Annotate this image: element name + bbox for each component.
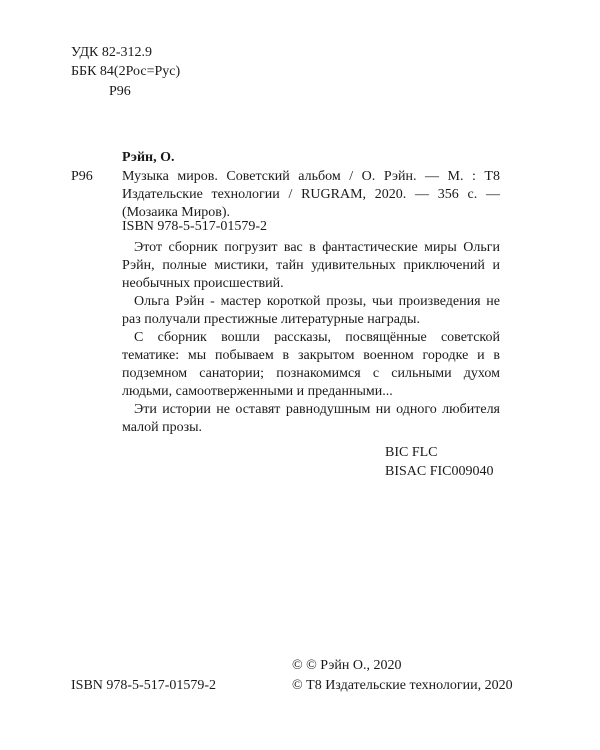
bbk-code: ББК 84(2Рос=Рус) xyxy=(71,64,181,79)
udk-code: УДК 82-312.9 xyxy=(71,45,153,60)
bisac-code: BISAC FIC009040 xyxy=(385,464,494,479)
bibliographic-description: Музыка миров. Советский альбом / О. Рэйн. — М. : Т8 Издательские технологии / RUGRAM, 2020. — 356 с. — (Мозаика Миров). xyxy=(122,169,500,220)
author-heading: Рэйн, О. xyxy=(122,150,175,165)
author-sign-record: Р96 xyxy=(71,169,93,184)
author-sign-top: Р96 xyxy=(109,84,131,99)
annotation-paragraph: Эти истории не оставят равнодушным ни одного любителя малой прозы. xyxy=(122,402,500,435)
annotation-paragraph: Этот сборник погрузит вас в фантастические миры Ольги Рэйн, полные мистики, тайн удивительных приключений и необычных происшествий. xyxy=(122,240,500,291)
annotation-paragraph: Ольга Рэйн - мастер короткой прозы, чьи произведения не раз получали престижные литературные награды. xyxy=(122,294,500,327)
isbn-record: ISBN 978-5-517-01579-2 xyxy=(122,219,268,234)
annotation xyxy=(122,239,500,437)
copyright-publisher: © Т8 Издательские технологии, 2020 xyxy=(292,678,513,693)
annotation-paragraph: С сборник вошли рассказы, посвящённые советской тематике: мы побываем в закрытом военном городке и в подземном санатории; познакомимся с сильными духом людьми, самоотверженными и преданными... xyxy=(122,330,500,399)
bic-code: BIC FLC xyxy=(385,445,438,460)
copyright-author: © © Рэйн О., 2020 xyxy=(292,658,402,673)
isbn-footer: ISBN 978-5-517-01579-2 xyxy=(71,678,217,693)
